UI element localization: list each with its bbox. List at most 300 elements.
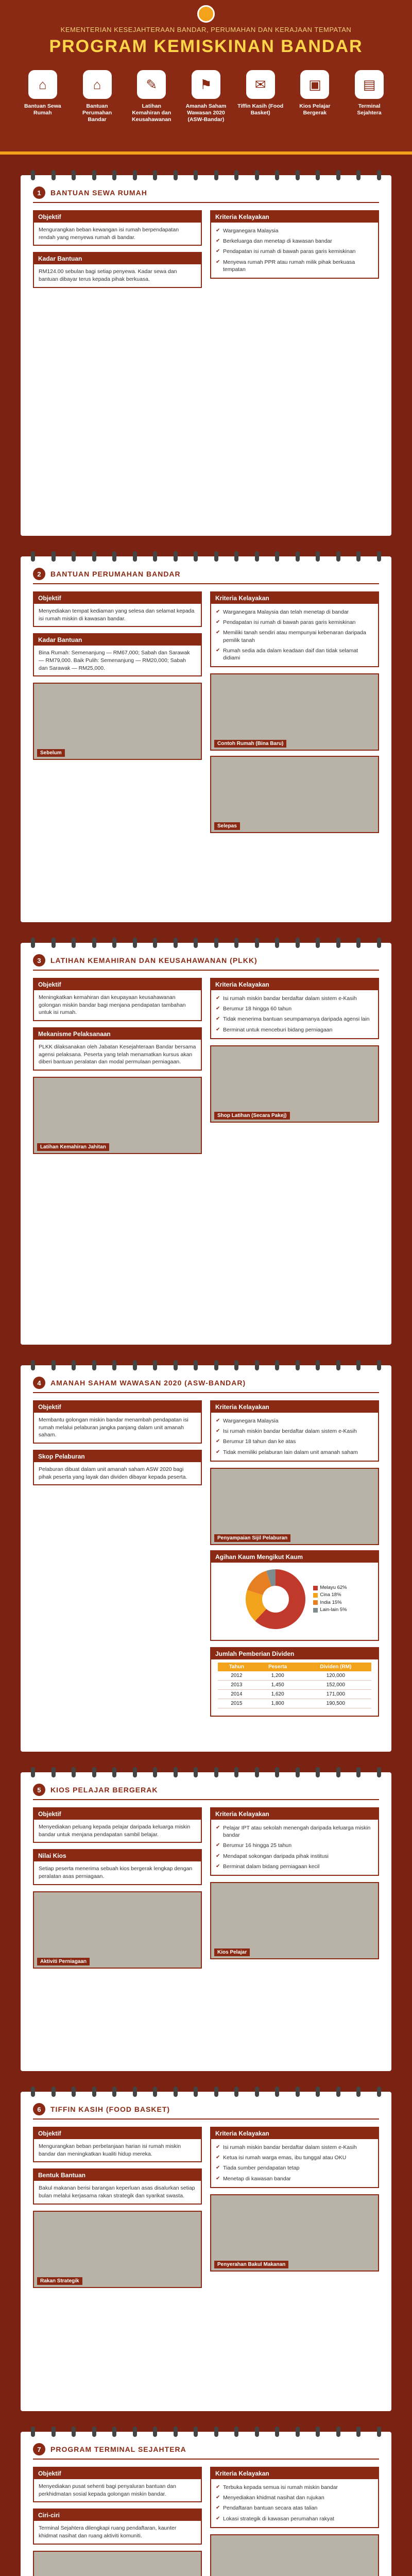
spiral-ring <box>316 1360 320 1370</box>
photo-placeholder <box>210 2194 379 2272</box>
spiral-ring <box>214 170 218 180</box>
rate-text: RM124.00 sebulan bagi setiap penyewa. Kadar sewa dan bantuan dibayar terus kepada pihak berkuasa. <box>39 268 177 283</box>
spiral-ring <box>153 1767 157 1777</box>
eligibility-item: ✔ Memiliki tanah sendiri atau mempunyai kebenaran daripada pemilik tanah <box>216 628 373 645</box>
rate-title: Kadar Bantuan <box>34 634 201 646</box>
spiral-ring <box>153 2087 157 2097</box>
section-number: 2 <box>33 568 45 580</box>
objective-text: Meningkatkan kemahiran dan keupayaan keusahawanan golongan miskin bandar bagi menjana pendapatan tambahan untuk isi rumah. <box>39 994 186 1016</box>
eligibility-box <box>210 2127 379 2188</box>
table-header-cell: Tahun <box>218 1663 255 1671</box>
eligibility-item: ✔ Warganegara Malaysia dan telah menetap di bandar <box>216 607 373 617</box>
spiral-ring <box>112 2087 116 2097</box>
objective-box <box>33 2127 202 2162</box>
photo-placeholder <box>210 2534 379 2576</box>
spiral-ring <box>133 551 137 562</box>
eligibility-box <box>210 978 379 1039</box>
eligibility-item: ✔ Menyewa rumah PPR atau rumah milik pihak berkuasa tempatan <box>216 257 373 275</box>
spiral-ring <box>234 551 238 562</box>
section-header <box>33 1377 379 1393</box>
spiral-ring <box>194 2427 198 2437</box>
spiral-ring <box>296 1767 300 1777</box>
binder-spiral <box>31 2087 381 2097</box>
section-header <box>33 568 379 584</box>
spiral-ring <box>133 1767 137 1777</box>
objective-box <box>33 1807 202 1843</box>
spiral-ring <box>275 1360 279 1370</box>
section-body <box>21 2120 391 2303</box>
eligibility-item: ✔ Terbuka kepada semua isi rumah miskin bandar <box>216 2482 373 2493</box>
eligibility-box <box>210 1400 379 1462</box>
spiral-ring <box>377 1360 381 1370</box>
spiral-ring <box>234 170 238 180</box>
rate-title: Bentuk Bantuan <box>34 2170 201 2181</box>
spiral-ring <box>255 1360 259 1370</box>
left-column <box>33 2127 202 2293</box>
binder-spiral <box>31 1767 381 1777</box>
eligibility-item: ✔ Warganegara Malaysia <box>216 1416 373 1426</box>
photo-caption: Latihan Kemahiran Jahitan <box>37 1143 109 1151</box>
eligibility-item: ✔ Tidak memiliki pelaburan lain dalam unit amanah saham <box>216 1447 373 1458</box>
objective-box <box>33 1400 202 1444</box>
rate-title: Ciri-ciri <box>34 2510 201 2521</box>
photo-caption: Kios Pelajar <box>214 1948 250 1956</box>
table-cell: 1,200 <box>255 1671 300 1681</box>
objective-title: Objektif <box>34 211 201 223</box>
section-card <box>21 556 391 922</box>
left-column <box>33 2467 202 2576</box>
spiral-ring <box>356 1767 360 1777</box>
pie-chart-wrap <box>211 1563 378 1636</box>
spiral-ring <box>153 2427 157 2437</box>
spiral-ring <box>133 170 137 180</box>
spiral-ring <box>356 551 360 562</box>
section-number: 7 <box>33 2443 45 2455</box>
program-label: Bantuan Sewa Rumah <box>24 103 61 116</box>
spiral-ring <box>52 2427 56 2437</box>
spiral-ring <box>194 938 198 948</box>
section-title: AMANAH SAHAM WAWASAN 2020 (ASW-BANDAR) <box>50 1379 246 1387</box>
rate-title: Skop Pelaburan <box>34 1451 201 1462</box>
spiral-ring <box>234 1360 238 1370</box>
spiral-ring <box>336 1360 340 1370</box>
spiral-ring <box>214 2427 218 2437</box>
photo-placeholder <box>33 2211 202 2288</box>
spiral-ring <box>377 2087 381 2097</box>
spiral-ring <box>336 2087 340 2097</box>
legend-entry <box>313 1584 347 1591</box>
eligibility-item: ✔ Berumur 18 hingga 60 tahun <box>216 1004 373 1014</box>
objective-title: Objektif <box>34 592 201 604</box>
table-cell: 2015 <box>218 1699 255 1708</box>
program-item <box>20 70 66 123</box>
photo-placeholder <box>210 1045 379 1123</box>
spiral-ring <box>356 2427 360 2437</box>
program-icon: ⌂ <box>83 70 112 99</box>
objective-text: Menyediakan peluang kepada pelajar daripada keluarga miskin bandar untuk menjana pendapatan sambil belajar. <box>39 1824 191 1838</box>
spiral-ring <box>92 938 96 948</box>
table-cell: 1,450 <box>255 1680 300 1689</box>
legend-label: Lain-lain 5% <box>320 1606 347 1613</box>
section-header <box>33 2443 379 2460</box>
program-label: Kios Pelajar Bergerak <box>299 103 331 116</box>
eligibility-title: Kriteria Kelayakan <box>211 2468 378 2479</box>
photo-caption: Contoh Rumah (Bina Baru) <box>214 740 286 748</box>
eligibility-item: ✔ Isi rumah miskin bandar berdaftar dalam sistem e-Kasih <box>216 2142 373 2153</box>
spiral-ring <box>214 938 218 948</box>
rate-text: Bina Rumah: Semenanjung — RM67,000; Sabah dan Sarawak — RM79,000. Baik Pulih: Semenanjung — RM20,000; Sabah dan Sarawak — RM25,000. <box>39 650 190 671</box>
spiral-ring <box>31 170 35 180</box>
photo-placeholder <box>210 756 379 833</box>
binder-spiral <box>31 170 381 180</box>
spiral-ring <box>316 551 320 562</box>
eligibility-item: ✔ Mendapat sokongan daripada pihak institusi <box>216 1851 373 1861</box>
section-title: BANTUAN PERUMAHAN BANDAR <box>50 570 181 578</box>
table-cell: 2013 <box>218 1680 255 1689</box>
left-column <box>33 591 202 838</box>
spiral-ring <box>133 1360 137 1370</box>
spiral-ring <box>112 170 116 180</box>
spiral-ring <box>92 1767 96 1777</box>
right-column <box>210 978 379 1159</box>
binder-spiral <box>31 938 381 948</box>
section-title: BANTUAN SEWA RUMAH <box>50 189 147 197</box>
spiral-ring <box>194 551 198 562</box>
photo-caption: Sebelum <box>37 749 65 757</box>
spiral-ring <box>133 2427 137 2437</box>
spiral-ring <box>377 938 381 948</box>
rate-text: Setiap peserta menerima sebuah kios bergerak lengkap dengan peralatan asas perniagaan. <box>39 1866 193 1880</box>
spiral-ring <box>336 170 340 180</box>
spiral-ring <box>336 2427 340 2437</box>
spiral-ring <box>52 938 56 948</box>
table-cell: 190,500 <box>300 1699 371 1708</box>
program-item <box>237 70 284 123</box>
eligibility-box <box>210 210 379 279</box>
rate-box <box>33 252 202 287</box>
right-column <box>210 591 379 838</box>
right-column <box>210 210 379 294</box>
table-header-cell: Peserta <box>255 1663 300 1671</box>
photo-caption: Rakan Strategik <box>37 2277 82 2285</box>
objective-text: Menyediakan pusat sehenti bagi penyaluran bantuan dan perkhidmatan sosial kepada golongan miskin bandar. <box>39 2483 176 2497</box>
spiral-ring <box>133 938 137 948</box>
objective-box <box>33 978 202 1021</box>
spiral-ring <box>316 2087 320 2097</box>
spiral-ring <box>194 2087 198 2097</box>
spiral-ring <box>153 551 157 562</box>
spiral-ring <box>133 2087 137 2097</box>
spiral-ring <box>377 2427 381 2437</box>
eligibility-item: ✔ Berminat dalam bidang perniagaan kecil <box>216 1861 373 1872</box>
eligibility-item: ✔ Tidak menerima bantuan seumpamanya daripada agensi lain <box>216 1014 373 1024</box>
section-title: TIFFIN KASIH (FOOD BASKET) <box>50 2105 170 2113</box>
section-number: 5 <box>33 1784 45 1796</box>
left-column <box>33 210 202 294</box>
section-card <box>21 943 391 1345</box>
section-number: 3 <box>33 954 45 967</box>
spiral-ring <box>255 2087 259 2097</box>
section-number: 4 <box>33 1377 45 1389</box>
spiral-ring <box>296 2427 300 2437</box>
spiral-ring <box>72 2087 76 2097</box>
objective-box <box>33 591 202 627</box>
spiral-ring <box>174 2087 178 2097</box>
eligibility-item: ✔ Warganegara Malaysia <box>216 226 373 236</box>
program-icon: ⌂ <box>28 70 57 99</box>
spiral-ring <box>112 1360 116 1370</box>
binder-spiral <box>31 1360 381 1370</box>
section-header <box>33 187 379 203</box>
spiral-ring <box>92 2087 96 2097</box>
rate-text: Bakul makanan berisi barangan keperluan asas disalurkan setiap bulan melalui kerjasama rakan strategik dan syarikat swasta. <box>39 2185 195 2199</box>
objective-box <box>33 2467 202 2502</box>
eligibility-list <box>211 223 378 278</box>
spiral-ring <box>52 1767 56 1777</box>
spiral-ring <box>72 170 76 180</box>
pie-chart-box <box>210 1550 379 1641</box>
binder-spiral <box>31 551 381 562</box>
section-card <box>21 1772 391 2071</box>
program-item <box>74 70 121 123</box>
spiral-ring <box>72 1360 76 1370</box>
spiral-ring <box>153 170 157 180</box>
legend-swatch <box>313 1600 318 1605</box>
eligibility-item: ✔ Menyediakan khidmat nasihat dan rujukan <box>216 2493 373 2503</box>
spiral-ring <box>356 170 360 180</box>
dividend-table-box <box>210 1647 379 1717</box>
eligibility-title: Kriteria Kelayakan <box>211 979 378 990</box>
spiral-ring <box>275 1767 279 1777</box>
eligibility-box <box>210 1807 379 1876</box>
spiral-ring <box>72 2427 76 2437</box>
table-cell: 2014 <box>218 1689 255 1699</box>
photo-caption: Shop Latihan (Secara Pakej) <box>214 1112 290 1120</box>
eligibility-list <box>211 2139 378 2187</box>
spiral-ring <box>214 1360 218 1370</box>
section-card <box>21 2092 391 2411</box>
eligibility-item: ✔ Isi rumah miskin bandar berdaftar dalam sistem e-Kasih <box>216 1426 373 1436</box>
legend-label: Melayu 62% <box>320 1585 347 1591</box>
objective-title: Objektif <box>34 2128 201 2139</box>
right-column <box>210 2467 379 2576</box>
photo-caption: Aktiviti Perniagaan <box>37 1958 90 1965</box>
spiral-ring <box>234 938 238 948</box>
eligibility-item: ✔ Berkeluarga dan menetap di kawasan bandar <box>216 236 373 246</box>
spiral-ring <box>112 2427 116 2437</box>
eligibility-item: ✔ Pelajar IPT atau sekolah menengah daripada keluarga miskin bandar <box>216 1823 373 1840</box>
spiral-ring <box>255 1767 259 1777</box>
spiral-ring <box>336 938 340 948</box>
left-column <box>33 1400 202 1723</box>
objective-box <box>33 210 202 246</box>
spiral-ring <box>336 551 340 562</box>
right-column <box>210 1400 379 1723</box>
spiral-ring <box>255 2427 259 2437</box>
spiral-ring <box>31 1360 35 1370</box>
eligibility-list <box>211 2479 378 2527</box>
photo-caption: Penyerahan Bakul Makanan <box>214 2261 288 2268</box>
program-label: Bantuan Perumahan Bandar <box>82 103 112 123</box>
spiral-ring <box>356 938 360 948</box>
spiral-ring <box>234 2087 238 2097</box>
section-body <box>21 584 391 849</box>
spiral-ring <box>316 2427 320 2437</box>
spiral-ring <box>255 170 259 180</box>
spiral-ring <box>112 1767 116 1777</box>
spiral-ring <box>92 170 96 180</box>
rate-title: Kadar Bantuan <box>34 253 201 264</box>
legend-label: Cina 18% <box>320 1592 341 1598</box>
spiral-ring <box>234 2427 238 2437</box>
photo-placeholder <box>33 1891 202 1969</box>
spiral-ring <box>316 938 320 948</box>
photo-caption: Selepas <box>214 822 240 830</box>
program-icon: ✎ <box>137 70 166 99</box>
ministry-logo-icon <box>197 5 215 23</box>
program-item <box>291 70 338 123</box>
table-cell: 152,000 <box>300 1680 371 1689</box>
eligibility-title: Kriteria Kelayakan <box>211 1401 378 1413</box>
donut-hole <box>262 1586 289 1613</box>
section-title: PROGRAM TERMINAL SEJAHTERA <box>50 2445 186 2453</box>
spiral-ring <box>255 551 259 562</box>
rate-box <box>33 1027 202 1071</box>
photo-placeholder <box>33 1077 202 1154</box>
spiral-ring <box>275 2087 279 2097</box>
objective-text: Mengurangkan beban perbelanjaan harian isi rumah miskin bandar dan meningkatkan kualiti hidup mereka. <box>39 2143 181 2157</box>
spiral-ring <box>174 170 178 180</box>
section-header <box>33 1784 379 1800</box>
rate-box <box>33 2168 202 2204</box>
program-item <box>128 70 175 123</box>
objective-title: Objektif <box>34 1401 201 1413</box>
spiral-ring <box>31 551 35 562</box>
section-number: 1 <box>33 187 45 199</box>
spiral-ring <box>112 551 116 562</box>
section-header <box>33 2103 379 2120</box>
spiral-ring <box>214 551 218 562</box>
eligibility-item: ✔ Isi rumah miskin bandar berdaftar dalam sistem e-Kasih <box>216 993 373 1004</box>
spiral-ring <box>174 938 178 948</box>
spiral-ring <box>72 1767 76 1777</box>
program-icon: ✉ <box>246 70 275 99</box>
header-subtitle: KEMENTERIAN KESEJAHTERAAN BANDAR, PERUMAHAN DAN KERAJAAN TEMPATAN <box>60 26 352 33</box>
spiral-ring <box>255 938 259 948</box>
table-cell: 120,000 <box>300 1671 371 1681</box>
right-column <box>210 2127 379 2293</box>
photo-placeholder <box>33 2551 202 2576</box>
section-body <box>21 2460 391 2576</box>
eligibility-list <box>211 1413 378 1461</box>
spiral-ring <box>52 1360 56 1370</box>
legend-swatch <box>313 1586 318 1590</box>
spiral-ring <box>31 938 35 948</box>
spiral-ring <box>377 1767 381 1777</box>
program-icon: ▣ <box>300 70 329 99</box>
rate-box <box>33 1849 202 1885</box>
spiral-ring <box>296 1360 300 1370</box>
photo-placeholder <box>33 683 202 760</box>
eligibility-title: Kriteria Kelayakan <box>211 1808 378 1820</box>
right-column <box>210 1807 379 1974</box>
objective-title: Objektif <box>34 979 201 990</box>
eligibility-title: Kriteria Kelayakan <box>211 2128 378 2139</box>
eligibility-item: ✔ Pendapatan isi rumah di bawah paras garis kemiskinan <box>216 246 373 257</box>
section-title: LATIHAN KEMAHIRAN DAN KEUSAHAWANAN (PLKK) <box>50 956 258 964</box>
program-icon: ▤ <box>355 70 384 99</box>
section-body <box>21 1393 391 1733</box>
objective-title: Objektif <box>34 1808 201 1820</box>
spiral-ring <box>296 2087 300 2097</box>
page-title: PROGRAM KEMISKINAN BANDAR <box>49 37 363 56</box>
photo-placeholder <box>210 673 379 751</box>
spiral-ring <box>174 551 178 562</box>
table-cell: 1,800 <box>255 1699 300 1708</box>
program-label: Terminal Sejahtera <box>357 103 382 116</box>
rate-title: Mekanisme Pelaksanaan <box>34 1028 201 1040</box>
rate-text: Pelaburan dibuat dalam unit amanah saham ASW 2020 bagi pihak peserta yang layak dan dividen dibayar kepada peserta. <box>39 1466 187 1480</box>
spiral-ring <box>174 1360 178 1370</box>
spiral-ring <box>194 1360 198 1370</box>
section-body <box>21 971 391 1170</box>
spiral-ring <box>234 1767 238 1777</box>
spiral-ring <box>316 1767 320 1777</box>
section-number: 6 <box>33 2103 45 2115</box>
section-header <box>33 954 379 971</box>
spiral-ring <box>174 2427 178 2437</box>
program-item <box>183 70 229 123</box>
rate-text: Terminal Sejahtera dilengkapi ruang pendaftaran, kaunter khidmat nasihat dan ruang aktiviti komuniti. <box>39 2525 177 2539</box>
program-item <box>346 70 392 123</box>
spiral-ring <box>174 1767 178 1777</box>
table-header-cell: Dividen (RM) <box>300 1663 371 1671</box>
spiral-ring <box>377 170 381 180</box>
program-icon: ⚑ <box>192 70 220 99</box>
table-cell: 1,620 <box>255 1689 300 1699</box>
spiral-ring <box>377 551 381 562</box>
eligibility-title: Kriteria Kelayakan <box>211 211 378 223</box>
spiral-ring <box>336 1767 340 1777</box>
eligibility-item: ✔ Pendapatan isi rumah di bawah paras garis kemiskinan <box>216 617 373 628</box>
spiral-ring <box>52 551 56 562</box>
rate-box <box>33 2509 202 2544</box>
eligibility-list <box>211 604 378 666</box>
eligibility-item: ✔ Lokasi strategik di kawasan perumahan rakyat <box>216 2514 373 2524</box>
eligibility-item: ✔ Berminat untuk menceburi bidang perniagaan <box>216 1025 373 1035</box>
chart-title: Agihan Kaum Mengikut Kaum <box>211 1551 378 1563</box>
spiral-ring <box>153 1360 157 1370</box>
table-cell: 171,000 <box>300 1689 371 1699</box>
legend-swatch <box>313 1608 318 1613</box>
spiral-ring <box>92 1360 96 1370</box>
table-row <box>218 1689 371 1699</box>
spiral-ring <box>72 938 76 948</box>
program-label: Tiffin Kasih (Food Basket) <box>237 103 284 116</box>
eligibility-list <box>211 1820 378 1875</box>
spiral-ring <box>214 2087 218 2097</box>
spiral-ring <box>92 551 96 562</box>
legend-swatch <box>313 1593 318 1598</box>
eligibility-item: ✔ Ketua isi rumah warga emas, ibu tunggal atau OKU <box>216 2153 373 2163</box>
spiral-ring <box>275 938 279 948</box>
spiral-ring <box>296 551 300 562</box>
objective-text: Membantu golongan miskin bandar menambah pendapatan isi rumah melalui pelaburan jangka panjang dalam unit amanah saham. <box>39 1417 188 1438</box>
spiral-ring <box>52 2087 56 2097</box>
section-body <box>21 203 391 304</box>
section-card <box>21 2432 391 2576</box>
chart-legend <box>313 1584 347 1614</box>
